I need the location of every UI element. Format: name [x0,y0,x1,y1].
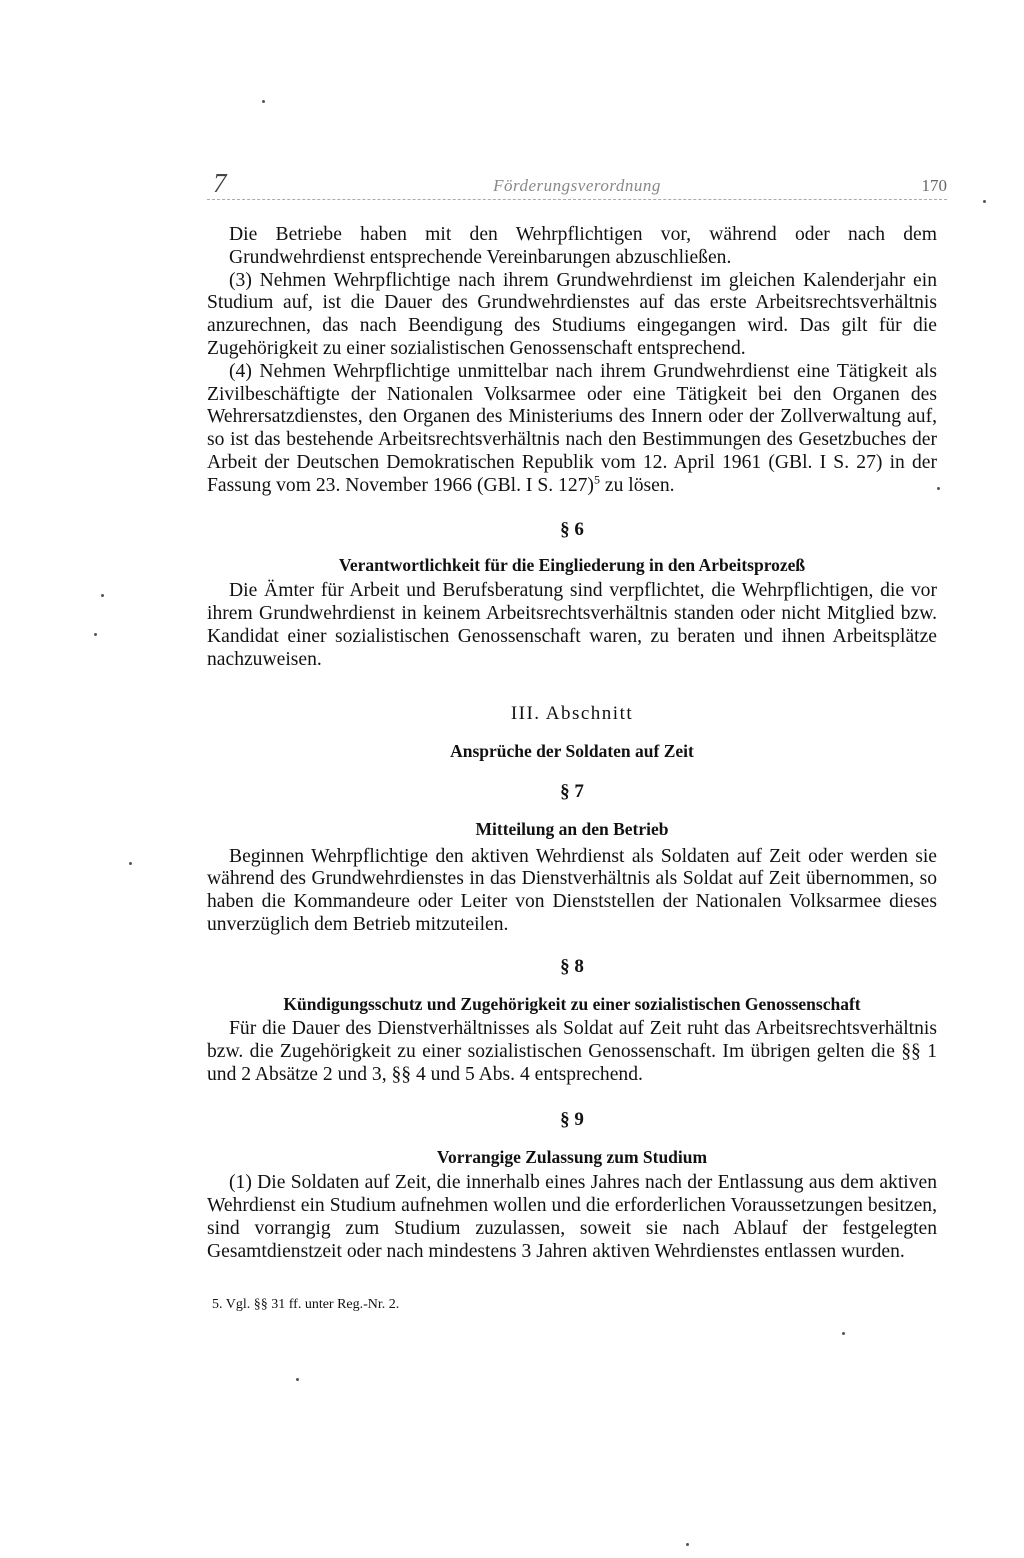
section-8-number: § 8 [560,955,584,977]
paragraph-4 [207,361,937,498]
scan-speck [101,594,104,597]
section-9-text: (1) Die Soldaten auf Zeit, die innerhalb eines Jahres nach der Entlassung aus dem aktiven Wehrdienst ein Studium aufnehmen wollen und die erforderlichen Voraussetzungen besitzen, sind vorrangig zum Studium zuzulassen, soweit sie nach Ablauf der festgelegten Gesamtdienstzeit oder nach mindestens 3 Jahren aktiven Wehrdienstes entlassen wurden. [207,1172,937,1262]
section-7-number: § 7 [560,780,584,802]
section-8-text: Für die Dauer des Dienstverhältnisses als Soldat auf Zeit ruht das Arbeitsrechtsverhältnis bzw. die Zugehörigkeit zu einer sozialistischen Genossenschaft. Im übrigen gelten die §§ 1 und 2 Absätze 2 und 3, §§ 4 und 5 Abs. 4 entsprechend. [207,1018,937,1085]
scan-speck [94,633,97,636]
scan-speck [842,1332,845,1335]
footnote-reference: 5 [593,472,600,487]
scan-speck [686,1543,689,1546]
section-8-heading: Kündigungsschutz und Zugehörigkeit zu einer sozialistischen Genossenschaft [283,993,861,1014]
scan-speck [937,487,940,490]
page-number: 170 [921,176,947,195]
running-title: Förderungsverordnung [493,176,661,195]
section-7-text: Beginnen Wehrpflichtige den aktiven Wehrdienst als Soldaten auf Zeit oder werden sie während des Grundwehrdienstes in das Dienstverhältnis als Soldat auf Zeit übernommen, so haben die Kommandeure oder Leiter von Dienststellen der Nationalen Volksarmee dieses unverzüglich dem Betrieb mitzuteilen. [207,845,937,935]
running-header [207,168,947,202]
part-3-title: III. Abschnitt [510,703,634,725]
scan-speck [296,1378,299,1381]
footnote: 5. Vgl. §§ 31 ff. unter Reg.-Nr. 2. [212,1297,400,1312]
section-6-heading: Verantwortlichkeit für die Eingliederung in den Arbeitsprozeß [338,555,806,576]
paragraph-continuation: Die Betriebe haben mit den Wehrpflichtigen vor, während oder nach dem Grundwehrdienst entsprechende Vereinbarungen abzuschließen. [229,224,937,268]
paragraph-3: (3) Nehmen Wehrpflichtige nach ihrem Grundwehrdienst im gleichen Kalenderjahr ein Studium auf, ist die Dauer des Grundwehrdienstes auf das erste Arbeitsrechtsverhältnis anzurechnen, das nach Beendigung des Studiums eingegangen wird. Das gilt für die Zugehörigkeit zu einer sozialistischen Genossenschaft entsprechend. [207,269,937,359]
paragraph-4-end: zu lösen. [599,474,675,496]
body-text [207,224,937,1263]
part-3-subtitle: Ansprüche der Soldaten auf Zeit [450,741,694,762]
scan-speck [129,862,132,865]
scan-speck [262,100,265,103]
section-7-heading: Mitteilung an den Betrieb [475,818,669,839]
scan-speck [983,200,986,203]
paragraph-4-text: (4) Nehmen Wehrpflichtige unmittelbar nach ihrem Grundwehrdienst eine Tätigkeit als Zivilbeschäftigte der Nationalen Volksarmee oder eine Tätigkeit bei den Organen des Wehrersatzdienstes, den Organen des Ministeriums des Innern oder der Zollverwaltung auf, so ist das bestehende Arbeitsrechtsverhältnis nach den Bestimmungen des Gesetzbuches der Arbeit der Deutschen Demokratischen Republik vom 12. April 1961 (GBl. I S. 27) in der Fassung vom 23. November 1966 (GBl. I S. 127) [207,360,937,496]
section-9-heading: Vorrangige Zulassung zum Studium [436,1146,708,1167]
section-6-text: Die Ämter für Arbeit und Berufsberatung sind verpflichtet, die Wehrpflichtigen, die vor ihrem Grundwehrdienst in keinem Arbeitsrechtsverhältnis standen oder nicht Mitglied bzw. Kandidat einer sozialistischen Genossenschaft waren, zu beraten und ihnen Arbeitsplätze nachzuweisen. [207,580,937,670]
chapter-number: 7 [213,168,227,198]
section-6-number: § 6 [560,518,584,540]
header-rule [207,199,947,200]
section-9-number: § 9 [560,1108,584,1130]
